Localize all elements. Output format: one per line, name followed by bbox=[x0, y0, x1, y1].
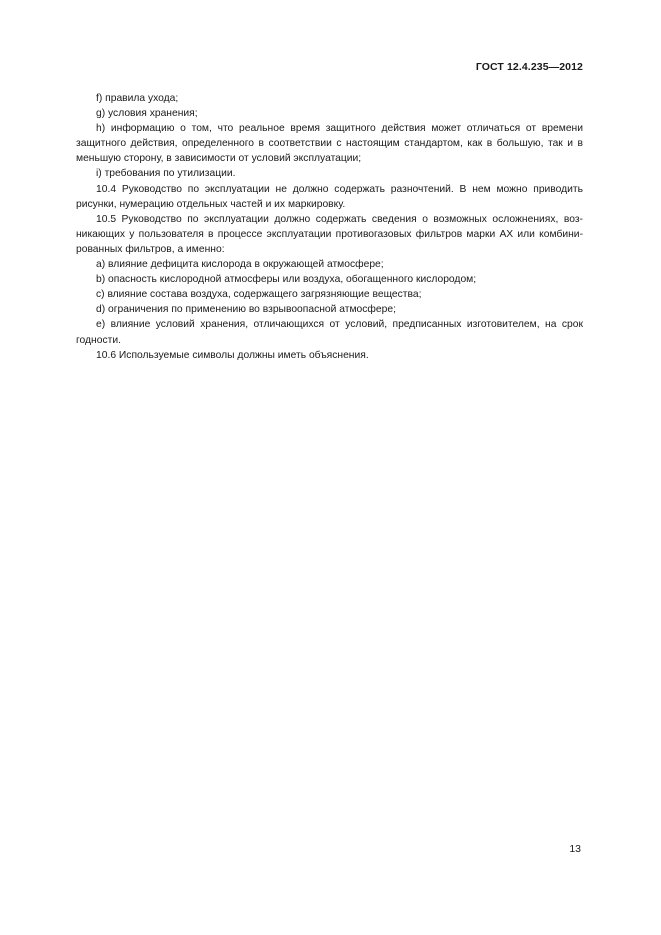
text-line: e) влияние условий хранения, отличающихся от условий, предписанных изготовителем, на срок bbox=[96, 319, 583, 331]
text-line: c) влияние состава воздуха, содержащего загрязняющие вещества; bbox=[96, 289, 422, 301]
text-line: никающих у пользователя в процессе эксплуатации противогазовых фильтров марки АХ или комбини- bbox=[76, 228, 583, 240]
document-header: ГОСТ 12.4.235—2012 bbox=[475, 61, 583, 73]
text-line: d) ограничения по применению во взрывоопасной атмосфере; bbox=[96, 304, 396, 316]
text-line: 10.6 Используемые символы должны иметь объяснения. bbox=[96, 349, 369, 361]
page-number: 13 bbox=[569, 843, 581, 855]
text-line: рисунки, нумерацию отдельных частей и их маркировку. bbox=[76, 198, 346, 210]
text-line: защитного действия, определенного в соответствии с настоящим стандартом, как в большую, так и в bbox=[76, 138, 583, 150]
document-body bbox=[76, 91, 583, 363]
text-line: 10.5 Руководство по эксплуатации должно содержать сведения о возможных осложнениях, воз- bbox=[96, 213, 583, 225]
text-line: h) информацию о том, что реальное время защитного действия может отличаться от времени bbox=[96, 123, 583, 135]
text-line: 10.4 Руководство по эксплуатации не должно содержать разночтений. В нем можно приводить bbox=[96, 183, 583, 195]
text-line: f) правила ухода; bbox=[96, 93, 179, 104]
text-line: a) влияние дефицита кислорода в окружающей атмосфере; bbox=[96, 259, 384, 271]
text-line: g) условия хранения; bbox=[96, 108, 198, 120]
text-line: b) опасность кислородной атмосферы или воздуха, обогащенного кислородом; bbox=[96, 274, 477, 286]
text-line: годности. bbox=[76, 334, 121, 346]
text-line: меньшую сторону, в зависимости от условий эксплуатации; bbox=[76, 153, 362, 165]
text-line: i) требования по утилизации. bbox=[96, 168, 236, 180]
text-line: рованных фильтров, а именно: bbox=[76, 243, 225, 255]
